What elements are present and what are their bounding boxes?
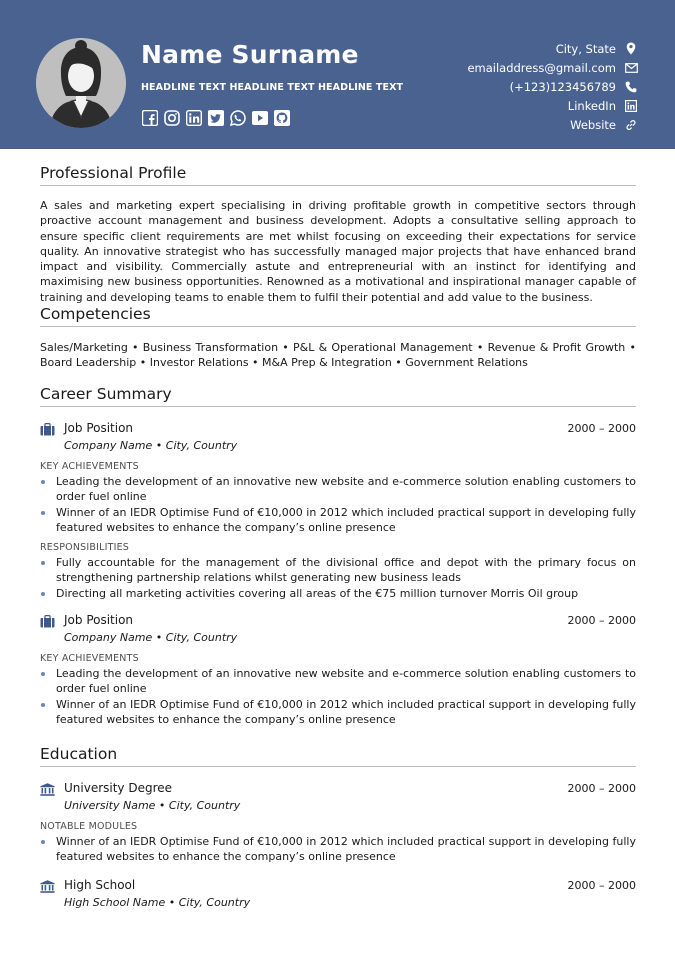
location-icon bbox=[624, 42, 638, 56]
contact-location-text: City, State bbox=[555, 41, 616, 56]
competencies-title: Competencies bbox=[40, 305, 636, 327]
contact-phone-text[interactable]: (+123)123456789 bbox=[509, 79, 616, 94]
email-icon bbox=[624, 61, 638, 75]
list-item: Fully accountable for the management of the divisional office and depot with the primary focus on strengthening partnership relations whilst generating new business leads bbox=[40, 555, 636, 586]
contact-location bbox=[467, 39, 638, 58]
education-dates: 2000 – 2000 bbox=[567, 782, 636, 795]
linkedin-icon bbox=[624, 99, 638, 113]
responsibilities-label: RESPONSIBILITIES bbox=[40, 542, 130, 554]
modules-label: NOTABLE MODULES bbox=[40, 821, 138, 832]
headline: HEADLINE TEXT HEADLINE TEXT HEADLINE TEXT bbox=[141, 82, 404, 93]
job-dates: 2000 – 2000 bbox=[567, 422, 636, 435]
list-item: Winner of an IEDR Optimise Fund of €10,000 in 2012 which included practical support in developing fully featured websites to enhance the company’s online presence bbox=[40, 834, 636, 865]
job-company: Company Name • City, Country bbox=[64, 439, 238, 452]
job-header bbox=[40, 613, 636, 630]
list-item: Winner of an IEDR Optimise Fund of €10,000 in 2012 which included practical support in developing fully featured websites to enhance the company’s online presence bbox=[40, 697, 636, 728]
achievements-list bbox=[40, 666, 636, 727]
contact-email[interactable] bbox=[467, 58, 638, 77]
resume-header bbox=[0, 0, 675, 149]
avatar bbox=[36, 38, 126, 128]
job-position: Job Position bbox=[64, 613, 134, 628]
job-position: Job Position bbox=[64, 421, 134, 435]
degree-title: High School bbox=[64, 877, 136, 892]
school-name: High School Name • City, Country bbox=[64, 895, 251, 909]
job-dates: 2000 – 2000 bbox=[567, 614, 636, 628]
facebook-icon[interactable] bbox=[141, 109, 158, 126]
job-header bbox=[40, 421, 636, 438]
youtube-icon[interactable] bbox=[251, 109, 268, 126]
career-title: Career Summary bbox=[40, 385, 636, 407]
education-dates: 2000 – 2000 bbox=[567, 878, 636, 892]
link-icon bbox=[624, 118, 638, 132]
contact-list bbox=[467, 39, 638, 134]
achievements-label: KEY ACHIEVEMENTS bbox=[40, 461, 139, 472]
modules-list bbox=[40, 834, 636, 865]
school-name: University Name • City, Country bbox=[64, 799, 241, 812]
social-links bbox=[141, 109, 290, 126]
education-header bbox=[40, 781, 636, 798]
job-entry bbox=[40, 421, 636, 601]
full-name: Name Surname bbox=[141, 40, 359, 69]
phone-icon bbox=[624, 80, 638, 94]
list-item: Directing all marketing activities covering all areas of the €75 million turnover Morris Oil group bbox=[40, 586, 636, 601]
achievements-label: KEY ACHIEVEMENTS bbox=[40, 653, 139, 665]
education-section bbox=[40, 745, 636, 909]
profile-section bbox=[40, 164, 636, 305]
competencies-text: Sales/Marketing • Business Transformation • P&L & Operational Management • Revenue & Profit Growth • Board Leadership • Investor Relations • M&A Prep & Integration • Government Relations bbox=[40, 341, 636, 370]
profile-title: Professional Profile bbox=[40, 164, 636, 186]
profile-text: A sales and marketing expert specialising in driving profitable growth in competitive sectors through proactive account management and business development. Adopts a consultative selling approach to ensure specific client requirements are met whilst focusing on exceeding their expectations for service quality. An innovative strategist who has successfully managed major projects that have enhanced brand impact and visibility. Commercially astute and entrepreneurial with an instinct for identifying and maximising new business opportunities. Renowned as a motivational and inspirational manager capable of training and developing teams to enable them to fulfil their potential and add value to the business. bbox=[40, 199, 636, 304]
education-entry bbox=[40, 878, 636, 909]
twitter-icon[interactable] bbox=[207, 109, 224, 126]
career-section bbox=[40, 385, 636, 727]
linkedin-icon[interactable] bbox=[185, 109, 202, 126]
education-header bbox=[40, 878, 636, 895]
institution-icon bbox=[40, 880, 55, 893]
contact-phone[interactable] bbox=[467, 77, 638, 96]
list-item: Leading the development of an innovative new website and e-commerce solution enabling customers to order fuel online bbox=[40, 666, 636, 697]
institution-icon bbox=[40, 783, 55, 796]
contact-linkedin[interactable] bbox=[467, 96, 638, 115]
degree-title: University Degree bbox=[64, 781, 173, 795]
list-item: Winner of an IEDR Optimise Fund of €10,000 in 2012 which included practical support in developing fully featured websites to enhance the company’s online presence bbox=[40, 505, 636, 536]
education-title: Education bbox=[40, 745, 636, 767]
contact-email-text[interactable]: emailaddress@gmail.com bbox=[467, 60, 616, 75]
education-entry bbox=[40, 781, 636, 865]
competencies-section bbox=[40, 305, 636, 371]
list-item: Leading the development of an innovative new website and e-commerce solution enabling customers to order fuel online bbox=[40, 474, 636, 505]
contact-linkedin-text[interactable]: LinkedIn bbox=[567, 98, 616, 113]
briefcase-icon bbox=[40, 423, 55, 436]
achievements-list bbox=[40, 474, 636, 535]
person-silhouette-icon bbox=[36, 38, 126, 128]
contact-website[interactable] bbox=[467, 115, 638, 134]
job-company: Company Name • City, Country bbox=[64, 631, 238, 645]
github-icon[interactable] bbox=[273, 109, 290, 126]
contact-website-text[interactable]: Website bbox=[570, 117, 616, 132]
job-entry bbox=[40, 613, 636, 727]
instagram-icon[interactable] bbox=[163, 109, 180, 126]
responsibilities-list bbox=[40, 555, 636, 601]
whatsapp-icon[interactable] bbox=[229, 109, 246, 126]
briefcase-icon bbox=[40, 615, 55, 628]
